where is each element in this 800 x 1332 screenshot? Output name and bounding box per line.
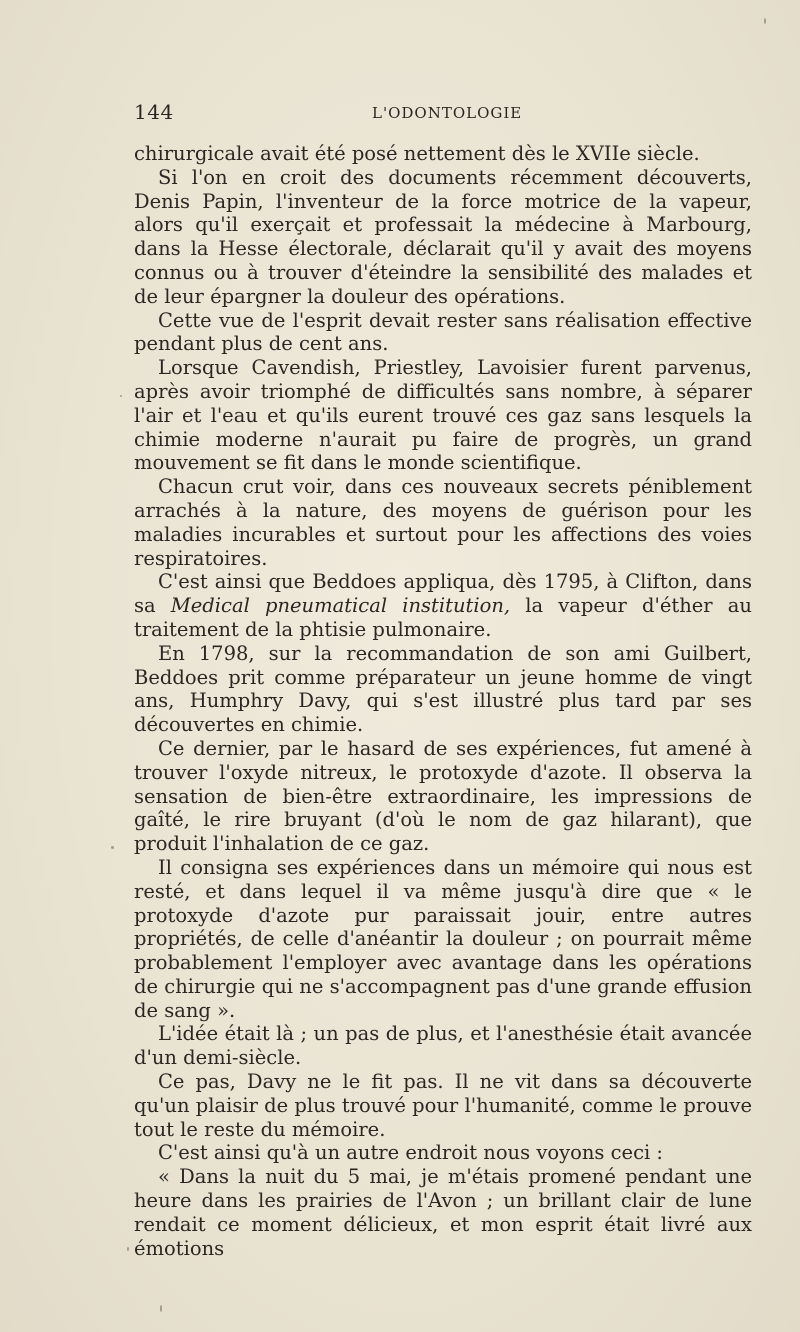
institution-title: Medical pneumatical institution, [170, 594, 511, 618]
page-header [134, 100, 752, 130]
paragraph-2: Si l'on en croit des documents récemment découverts, Denis Papin, l'inventeur de la force motrice de la vapeur, alors qu'il exerçait et professait la médecine à Marbourg, dans la Hesse électorale, déclarait qu'il y avait des moyens connus ou à trouver d'éteindre la sensibilité des malades et de leur épargner la douleur des opérations. [134, 165, 752, 308]
paragraph-11: Ce pas, Davy ne le fit pas. Il ne vit dans sa découverte qu'un plaisir de plus trouvé pour l'humanité, comme le prouve tout le reste du mémoire. [134, 1070, 752, 1141]
paper-speck [127, 1247, 129, 1251]
paragraph-4: Lorsque Cavendish, Priestley, Lavoisier furent parvenus, après avoir triomphé de difficultés sans nombre, à séparer l'air et l'eau et qu'ils eurent trouvé ces gaz sans lesquels la chimie moderne n'aurait pu faire de progrès, un grand mouvement se fit dans le monde scientifique. [134, 356, 752, 475]
paragraph-9: Il consigna ses expériences dans un mémoire qui nous est resté, et dans lequel il va même jusqu'à dire que « le protoxyde d'azote pur paraissait jouir, entre autres propriétés, de celle d'anéantir la douleur ; on pourrait même probablement l'employer avec avantage dans les opérations de chirurgie qui ne s'accompagnent pas d'une grande effusion de sang ». [134, 855, 752, 1022]
paragraph-6-text-start: C'est ainsi que Beddoes appliqua, dès 1795, à Clifton, dans sa [134, 570, 752, 618]
paper-speck [120, 395, 122, 397]
running-title: L'ODONTOLOGIE [372, 104, 523, 122]
body-text [134, 142, 752, 1260]
paper-speck [764, 18, 766, 24]
paper-speck [111, 846, 114, 849]
page-number: 144 [134, 100, 174, 124]
paragraph-6 [134, 570, 752, 641]
paragraph-3: Cette vue de l'esprit devait rester sans réalisation effective pendant plus de cent ans. [134, 308, 752, 356]
paragraph-8: Ce dernier, par le hasard de ses expériences, fut amené à trouver l'oxyde nitreux, le protoxyde d'azote. Il observa la sensation de bien-être extraordinaire, les impressions de gaîté, le rire bruyant (d'où le nom de gaz hilarant), que produit l'inhalation de ce gaz. [134, 736, 752, 856]
paragraph-6-text-end: la vapeur d'éther au traitement de la phtisie pulmonaire. [134, 594, 752, 641]
paragraph-7: En 1798, sur la recommandation de son ami Guilbert, Beddoes prit comme préparateur un jeune homme de vingt ans, Humphry Davy, qui s'est illustré plus tard par ses découvertes en chimie. [134, 641, 752, 737]
paragraph-1: chirurgicale avait été posé nettement dès le XVIIe siècle. [134, 142, 700, 165]
paragraph-5: Chacun crut voir, dans ces nouveaux secrets péniblement arrachés à la nature, des moyens de guérison pour les maladies incurables et surtout pour les affections des voies respiratoires. [134, 475, 752, 570]
paragraph-10: L'idée était là ; un pas de plus, et l'anesthésie était avancée d'un demi-siècle. [134, 1022, 752, 1070]
paper-speck [160, 1305, 162, 1312]
paragraph-12: C'est ainsi qu'à un autre endroit nous voyons ceci : [158, 1141, 663, 1165]
paragraph-13: « Dans la nuit du 5 mai, je m'étais promené pendant une heure dans les prairies de l'Avon ; un brillant clair de lune rendait ce moment délicieux, et mon esprit était livré aux émotions [134, 1165, 752, 1260]
